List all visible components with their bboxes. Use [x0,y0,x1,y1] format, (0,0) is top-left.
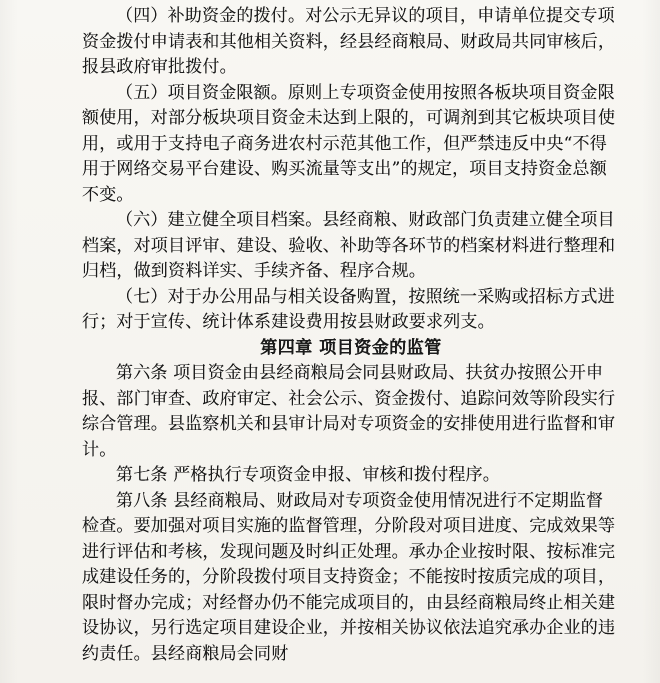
paragraph-6: （六）建立健全项目档案。县经商粮、财政部门负责建立健全项目档案，对项目评审、建设、验收、补助等各环节的档案材料进行整理和归档，做到资料详实、手续齐备、程序合规。 [82,210,616,281]
paragraph-7: （七）对于办公用品与相关设备购置，按照统一采购或招标方式进行；对于宣传、统计体系建设费用按县财政要求列支。 [82,286,615,332]
article-7: 第七条 严格执行专项资金申报、审核和拨付程序。 [116,465,501,485]
article-6: 第六条 项目资金由县经商粮局会同县财政局、扶贫办按照公开申报、部门审查、政府审定、社会公示、资金拨付、追踪问效等阶段实行综合管理。县监察机关和县审计局对专项资金的安排使用进行监督和审计。 [82,363,616,460]
chapter-title: 第四章 项目资金的监管 [260,337,442,358]
article-8: 第八条 县经商粮局、财政局对专项资金使用情况进行不定期监督检查。要加强对项目实施的监督管理，分阶段对项目进度、完成效果等进行评估和考核，发现问题及时纠正处理。承办企业按时限、按标准完成建设任务的，分阶段拨付项目支持资金；不能按时按质完成的项目，限时督办完成；对经督办仍不能完成项目的，由县经商粮局终止相关建设协议，另行选定项目建设企业，并按相关协议依法追究承办企业的违约责任。县经商粮局会同财 [82,490,616,664]
paragraph-5: （五）项目资金限额。原则上专项资金使用按照各板块项目资金限额使用，对部分板块项目资金未达到上限的，可调剂到其它板块项目使用，或用于支持电子商务进农村示范其他工作，但严禁违反中央“不得用于网络交易平台建设、购买流量等支出”的规定，项目支持资金总额不变。 [82,82,616,205]
right-page-edge [642,0,660,683]
paragraph-4: （四）补助资金的拨付。对公示无异议的项目，申请单位提交专项资金拨付申请表和其他相关资料，经县经商粮局、财政局共同审核后，报县政府审批拨付。 [82,6,616,77]
document-body [82,4,620,683]
left-page-edge [0,0,18,683]
